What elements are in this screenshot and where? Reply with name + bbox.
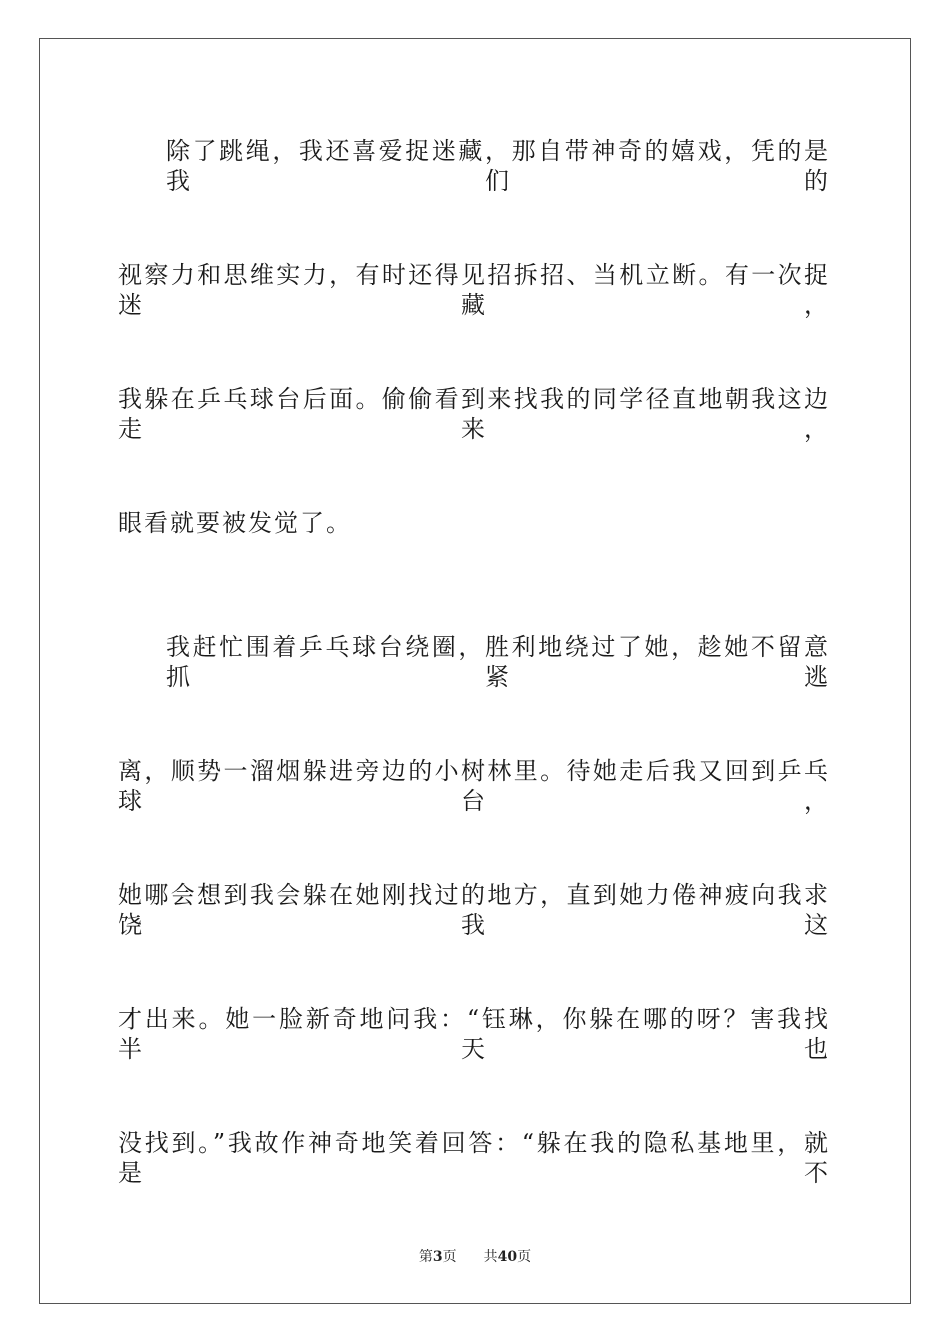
page-number <box>419 1248 457 1266</box>
page-current: 3 <box>432 1249 443 1265</box>
page-prefix: 第 <box>418 1249 433 1265</box>
page-footer <box>0 1248 950 1266</box>
paragraph-1-line-3: 我躲在乒乓球台后面。偷偷看到来找我的同学径直地朝我这边走来， <box>118 385 830 443</box>
paragraph-1-line-2: 视察力和思维实力，有时还得见招拆招、当机立断。有一次捉迷藏， <box>118 261 830 319</box>
total-suffix: 页 <box>517 1249 532 1265</box>
paragraph-2-line-5: 没找到。”我故作神奇地笑着回答：“躲在我的隐私基地里，就是不 <box>118 1129 830 1187</box>
page-suffix: 页 <box>442 1249 457 1265</box>
paragraph-2-line-3: 她哪会想到我会躲在她刚找过的地方，直到她力倦神疲向我求饶我这 <box>118 881 830 939</box>
paragraph-2-line-4: 才出来。她一脸新奇地问我：“钰琳，你躲在哪的呀？害我找半天也 <box>118 1005 830 1063</box>
paragraph-2-line-2: 离，顺势一溜烟躲进旁边的小树林里。待她走后我又回到乒乓球台， <box>118 757 830 815</box>
paragraph-2-line-1: 我赶忙围着乒乓球台绕圈，胜利地绕过了她，趁她不留意抓紧逃 <box>166 633 830 691</box>
paragraph-1-line-1: 除了跳绳，我还喜爱捉迷藏，那自带神奇的嬉戏，凭的是我们的 <box>166 137 830 195</box>
page-total <box>484 1248 531 1266</box>
total-count: 40 <box>497 1249 518 1265</box>
paragraph-1-line-4: 眼看就要被发觉了。 <box>118 509 352 537</box>
total-prefix: 共 <box>483 1249 498 1265</box>
